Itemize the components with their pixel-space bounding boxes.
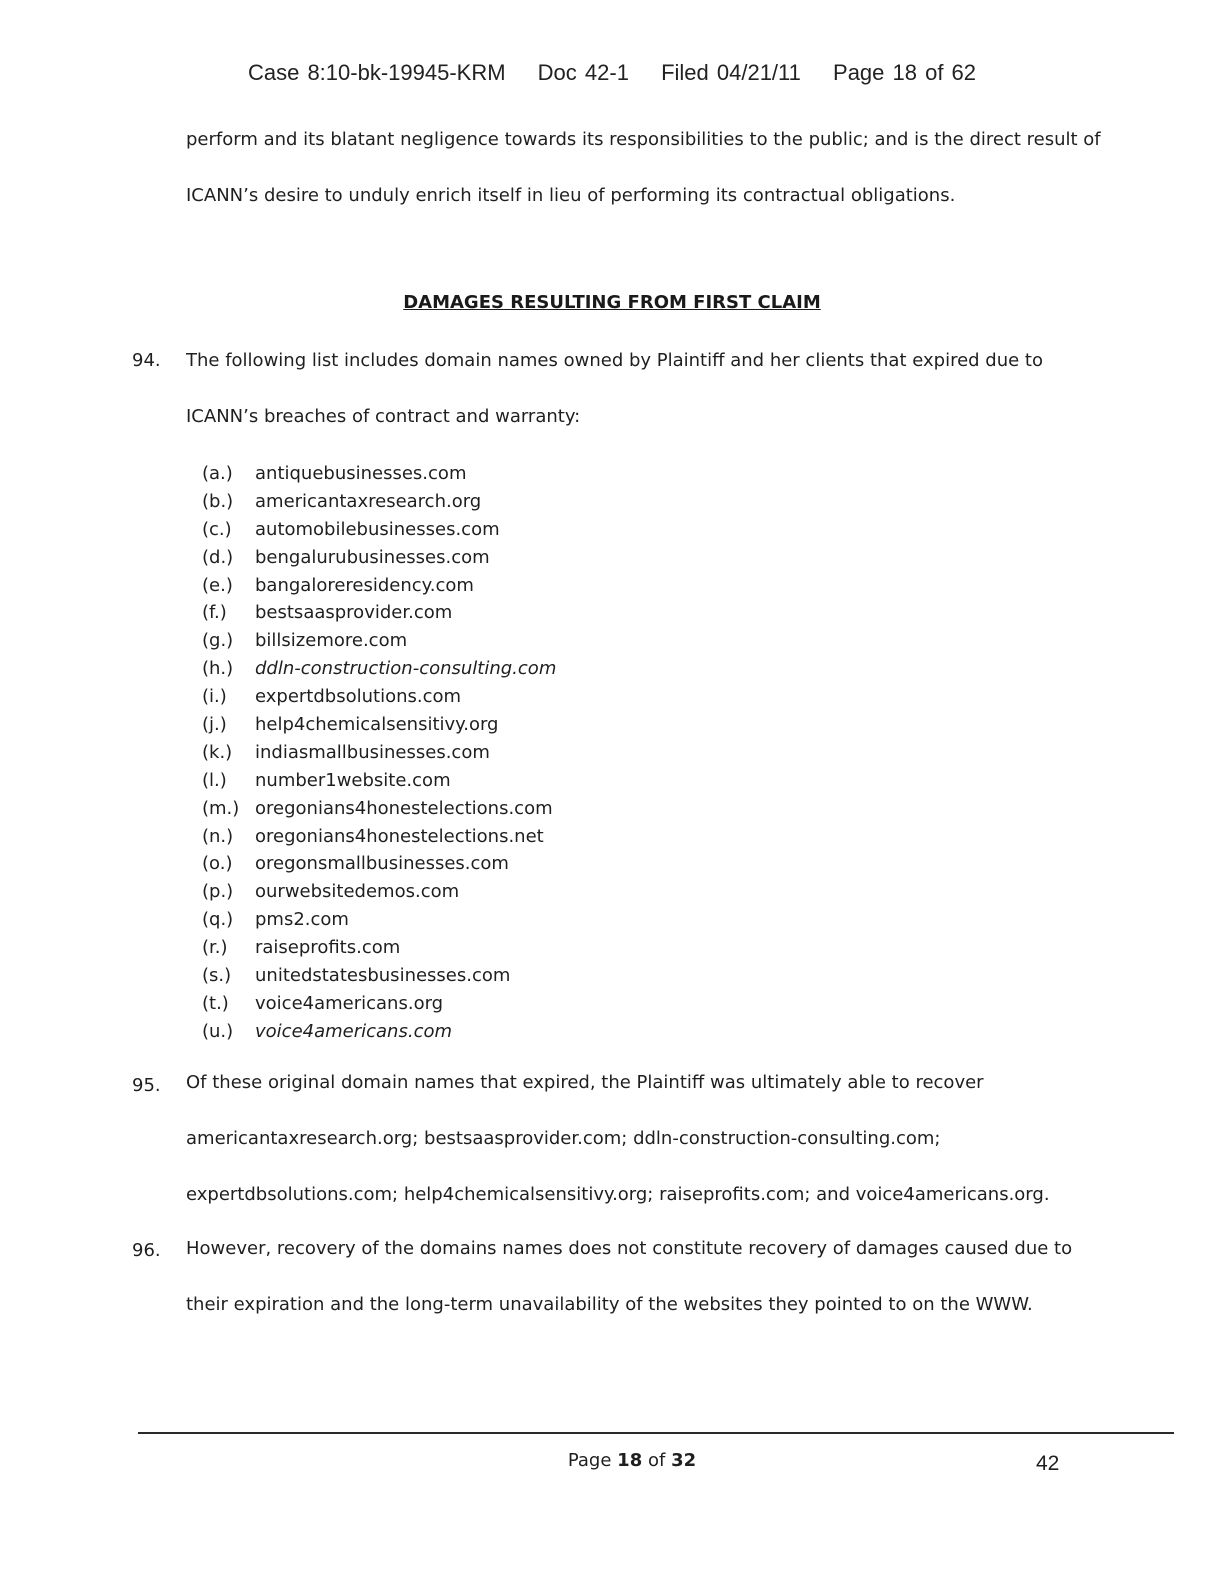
paragraph-94-number: 94. <box>132 350 161 371</box>
paragraph-95-number: 95. <box>132 1075 161 1096</box>
paragraph-94-line-1: The following list includes domain names owned by Plaintiff and her clients that expired due to <box>186 350 1044 371</box>
list-item-label: (s.) <box>202 965 232 987</box>
paragraph-96-number: 96. <box>132 1240 161 1261</box>
domain-name: unitedstatesbusinesses.com <box>255 965 511 987</box>
doc-number: Doc 42-1 <box>537 60 629 85</box>
domain-name: automobilebusinesses.com <box>255 518 500 540</box>
domain-name: americantaxresearch.org <box>255 490 482 512</box>
filed-date: Filed 04/21/11 <box>661 60 801 85</box>
list-item-label: (u.) <box>202 1020 234 1042</box>
list-item-label: (j.) <box>202 714 227 736</box>
paragraph-94 <box>186 333 1146 445</box>
domain-name: pms2.com <box>255 909 349 931</box>
list-item <box>202 599 556 627</box>
domain-name: ddln-construction-consulting.com <box>255 658 557 680</box>
domain-name: help4chemicalsensitivy.org <box>255 714 499 736</box>
list-item-label: (l.) <box>202 769 227 791</box>
header-page: Page 18 of 62 <box>833 60 977 85</box>
list-item-label: (d.) <box>202 546 234 568</box>
paragraph-96-line-2: their expiration and the long-term unavailability of the websites they pointed to on the WWW. <box>186 1294 1033 1315</box>
domain-name: oregonians4honestelections.com <box>255 797 553 819</box>
list-item-label: (c.) <box>202 518 232 540</box>
footer-of-word: of <box>647 1450 666 1471</box>
paragraph-94-line-2: ICANN’s breaches of contract and warranty: <box>186 406 581 427</box>
paragraph-95-line-3: expertdbsolutions.com; help4chemicalsensitivy.org; raiseprofits.com; and voice4americans.org. <box>186 1184 1050 1205</box>
list-item <box>202 878 556 906</box>
list-item <box>202 850 556 878</box>
list-item <box>202 711 556 739</box>
list-item <box>202 767 556 795</box>
list-item-label: (a.) <box>202 463 233 484</box>
domain-name: raiseprofits.com <box>255 937 401 959</box>
domain-name: bangaloreresidency.com <box>255 574 474 596</box>
list-item-label: (t.) <box>202 992 229 1014</box>
domain-name: oregonians4honestelections.net <box>255 825 544 847</box>
list-item <box>202 962 556 990</box>
domain-name: bestsaasprovider.com <box>255 602 453 624</box>
footer-page-current: 18 <box>617 1450 643 1471</box>
list-item-label: (h.) <box>202 658 234 680</box>
domain-name: billsizemore.com <box>255 630 408 652</box>
list-item <box>202 516 556 544</box>
domain-name: antiquebusinesses.com <box>255 463 467 484</box>
paragraph-95-line-1: Of these original domain names that expired, the Plaintiff was ultimately able to recover <box>186 1072 984 1093</box>
case-header <box>0 60 1224 86</box>
domain-list <box>202 460 556 1046</box>
list-item-label: (p.) <box>202 881 234 903</box>
list-item <box>202 1018 556 1046</box>
list-item <box>202 460 556 488</box>
list-item-label: (o.) <box>202 853 233 875</box>
paragraph-96-line-1: However, recovery of the domains names does not constitute recovery of damages caused due to <box>186 1238 1073 1259</box>
intro-line-1: perform and its blatant negligence towards its responsibilities to the public; and is the direct result of <box>186 129 1101 150</box>
intro-paragraph <box>186 112 1146 224</box>
paragraph-95-line-2: americantaxresearch.org; bestsaasprovider.com; ddln-construction-consulting.com; <box>186 1128 941 1149</box>
domain-name: voice4americans.com <box>255 1020 453 1042</box>
list-item <box>202 488 556 516</box>
list-item <box>202 544 556 572</box>
section-heading: DAMAGES RESULTING FROM FIRST CLAIM <box>403 292 821 313</box>
domain-name: number1website.com <box>255 769 451 791</box>
list-item-label: (n.) <box>202 825 234 847</box>
list-item <box>202 906 556 934</box>
list-item <box>202 655 556 683</box>
list-item <box>202 823 556 851</box>
intro-line-2: ICANN’s desire to unduly enrich itself in lieu of performing its contractual obligations. <box>186 185 956 206</box>
list-item <box>202 572 556 600</box>
list-item <box>202 990 556 1018</box>
domain-name: indiasmallbusinesses.com <box>255 741 490 763</box>
list-item-label: (k.) <box>202 741 233 763</box>
list-item-label: (f.) <box>202 602 227 624</box>
domain-name: voice4americans.org <box>255 992 444 1014</box>
domain-name: ourwebsitedemos.com <box>255 881 460 903</box>
footer-page-word: Page <box>567 1450 612 1471</box>
case-number: Case 8:10-bk-19945-KRM <box>247 60 506 85</box>
domain-name: expertdbsolutions.com <box>255 686 462 708</box>
list-item <box>202 739 556 767</box>
list-item-label: (r.) <box>202 937 228 959</box>
domain-name: bengalurubusinesses.com <box>255 546 490 568</box>
list-item <box>202 627 556 655</box>
domain-name: oregonsmallbusinesses.com <box>255 853 509 875</box>
paragraph-96 <box>186 1221 1146 1333</box>
paragraph-95 <box>186 1055 1146 1223</box>
list-item <box>202 683 556 711</box>
list-item-label: (g.) <box>202 630 234 652</box>
list-item-label: (b.) <box>202 490 234 512</box>
exhibit-number: 42 <box>1036 1452 1060 1475</box>
footer-page-total: 32 <box>671 1450 697 1471</box>
footer-divider <box>138 1432 1174 1434</box>
list-item <box>202 934 556 962</box>
list-item-label: (i.) <box>202 686 227 708</box>
list-item <box>202 795 556 823</box>
list-item-label: (e.) <box>202 574 233 596</box>
list-item-label: (m.) <box>202 797 240 819</box>
list-item-label: (q.) <box>202 909 234 931</box>
